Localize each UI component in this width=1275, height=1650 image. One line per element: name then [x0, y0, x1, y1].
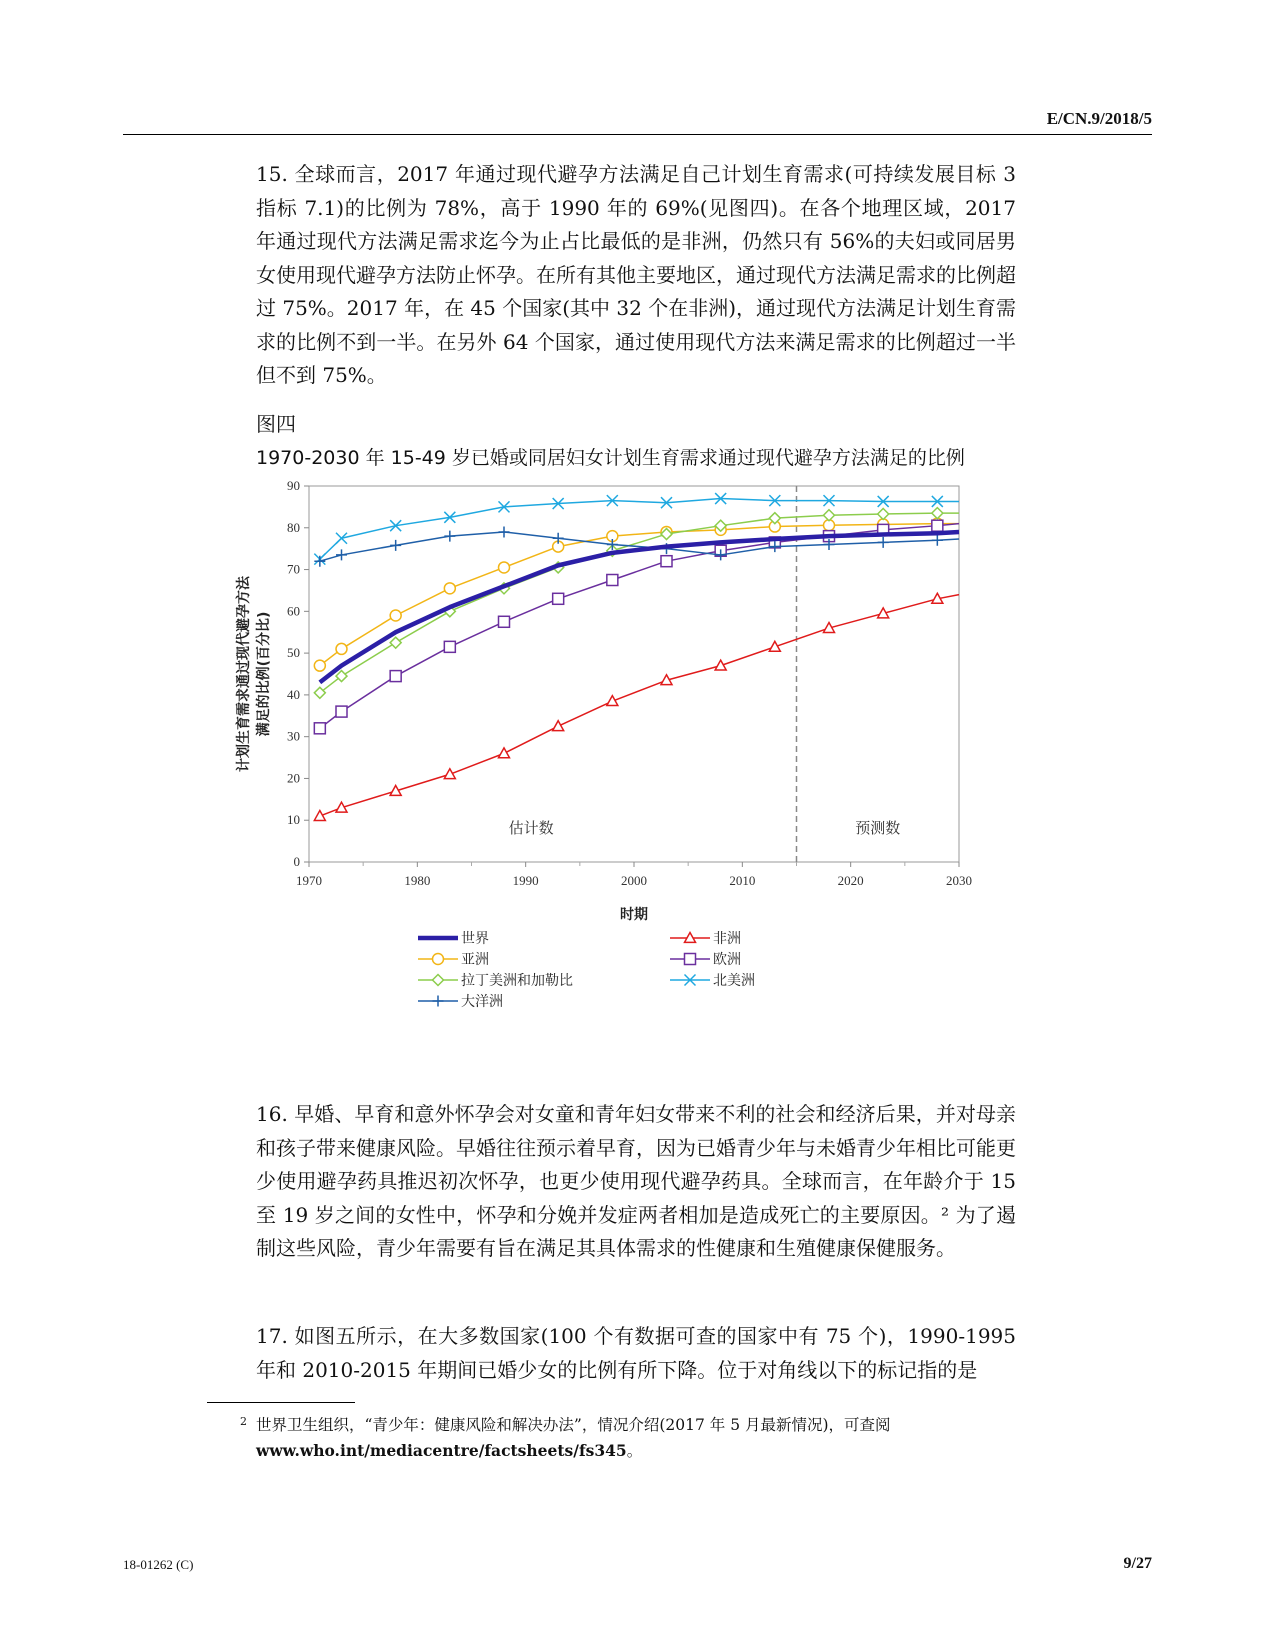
series-line [320, 524, 959, 729]
data-point [314, 723, 325, 734]
data-point [336, 643, 347, 654]
data-point [390, 540, 401, 551]
paragraph-17: 17. 如图五所示，在大多数国家(100 个有数据可查的国家中有 75 个)，1990-1995 年和 2010-2015 年期间已婚少女的比例有所下降。位于对角线以下的标记指的是 [256, 1324, 1016, 1382]
data-point [499, 562, 510, 573]
y-tick-label: 40 [287, 686, 300, 702]
data-point [314, 556, 325, 567]
data-point [314, 811, 325, 821]
data-point [878, 537, 889, 548]
data-point [390, 637, 401, 648]
y-tick-label: 0 [293, 854, 300, 869]
data-point [607, 575, 618, 586]
line-chart [230, 478, 990, 1085]
footnote-text: 世界卫生组织，“青少年：健康风险和解决办法”，情况介绍(2017 年 5 月最新情况)，可查阅 [256, 1416, 891, 1434]
data-point [553, 593, 564, 604]
data-point [390, 610, 401, 621]
document-code: E/CN.9/2018/5 [1046, 109, 1152, 128]
page-number: 9/27 [1123, 1555, 1152, 1572]
footnote-tail: 。 [626, 1442, 643, 1460]
figure-title: 1970-2030 年 15-49 岁已婚或同居妇女计划生育需求通过现代避孕方法满足的比例 [256, 447, 965, 469]
legend-label: 亚洲 [461, 952, 489, 968]
legend-marker [433, 954, 444, 965]
legend-marker [685, 954, 696, 965]
footnote-marker: 2 [240, 1415, 247, 1428]
series-世界-group [320, 532, 959, 682]
x-tick-label: 2020 [837, 873, 864, 888]
data-point [444, 769, 455, 779]
legend-item [418, 972, 573, 989]
y-axis-title-line1: 计划生育需求通过现代避孕方法 [236, 576, 252, 772]
region-label-estimates: 估计数 [508, 818, 554, 837]
series-line [320, 532, 959, 682]
data-point [444, 531, 455, 542]
data-point [932, 508, 943, 519]
data-point [444, 641, 455, 652]
figure-label: 图四 [256, 412, 296, 436]
plot-frame [309, 486, 959, 862]
y-tick-label: 20 [287, 770, 300, 786]
data-point [607, 696, 618, 706]
header-rule [123, 134, 1152, 135]
legend-marker [433, 975, 444, 986]
data-point [336, 549, 347, 560]
legend-marker [433, 996, 444, 1007]
data-point [444, 583, 455, 594]
y-tick-label: 60 [287, 603, 300, 619]
x-tick-label: 2030 [946, 873, 972, 888]
data-point [932, 520, 943, 531]
legend-label: 拉丁美洲和加勒比 [461, 973, 573, 989]
footnote [240, 1412, 1016, 1464]
data-point [390, 671, 401, 682]
legend-item [670, 973, 755, 989]
series-亚洲-group [314, 518, 959, 671]
data-point [499, 616, 510, 627]
series-line [320, 595, 959, 816]
data-point [824, 510, 835, 521]
y-tick-label: 80 [287, 519, 300, 535]
legend-item [418, 931, 489, 947]
y-tick-label: 30 [287, 728, 300, 744]
x-tick-label: 2010 [729, 873, 756, 888]
y-tick-label: 70 [287, 561, 300, 577]
legend-item [670, 931, 741, 947]
legend-label: 欧洲 [713, 952, 741, 968]
series-line [320, 524, 959, 666]
data-point [553, 721, 564, 731]
data-point [878, 508, 889, 519]
data-point [314, 660, 325, 671]
data-point [499, 526, 510, 537]
y-tick-label: 50 [287, 645, 300, 661]
data-point [661, 556, 672, 567]
data-point [932, 535, 943, 546]
legend-item [418, 952, 489, 968]
x-tick-label: 1980 [404, 873, 431, 888]
legend-label: 非洲 [713, 931, 741, 947]
region-label-projections: 预测数 [855, 818, 901, 837]
x-tick-label: 1970 [296, 873, 322, 888]
footer-doc-number: 18-01262 (C) [123, 1557, 194, 1572]
series-北美洲-group [314, 493, 959, 565]
legend-label: 北美洲 [713, 973, 755, 989]
y-tick-label: 10 [287, 812, 300, 828]
y-tick-label: 90 [287, 478, 300, 493]
x-axis-title: 时期 [620, 907, 648, 923]
paragraph-16: 16. 早婚、早育和意外怀孕会对女童和青年妇女带来不利的社会和经济后果，并对母亲和孩子带来健康风险。早婚往往预示着早育，因为已婚青少年与未婚青少年相比可能更少使用避孕药具推迟初次怀孕，也更少使用现代避孕药具。全球而言，在年龄介于 15 至 19 岁之间的女性中，怀孕和分娩并发症两者相加是造成死亡的主要原因。² 为了遏制这些风险，青少年需要有旨在满足其具体需求的性健康和生殖健康保健服务。 [256, 1102, 1016, 1260]
y-axis-title-line2: 满足的比例(百分比) [256, 611, 272, 737]
plot-group [235, 478, 972, 1010]
paragraph-15: 15. 全球而言，2017 年通过现代避孕方法满足自己计划生育需求(可持续发展目标 3 指标 7.1)的比例为 78%，高于 1990 年的 69%(见图四)。在各个地理区域，2017 年通过现代方法满足需求迄今为止占比最低的是非洲，仍然只有 56%的夫妇或同居男女使用现代避孕方法防止怀孕。在所有其他主要地区，通过现代方法满足需求的比例超过 75%。2017 年，在 45 个国家(其中 32 个在非洲)，通过现代方法满足计划生育需求的比例不到一半。在另外 64 个国家，通过使用现代方法来满足需求的比例超过一半但不到 75%。 [256, 162, 1016, 387]
legend-label: 世界 [461, 931, 489, 947]
data-point [336, 706, 347, 717]
legend-item [670, 952, 741, 968]
footnote-rule [207, 1402, 355, 1403]
legend-item [418, 993, 503, 1010]
x-tick-label: 2000 [621, 873, 647, 888]
x-tick-label: 1990 [512, 873, 539, 888]
legend-label: 大洋洲 [461, 994, 503, 1010]
data-point [336, 533, 347, 544]
footnote-url[interactable]: www.who.int/mediacentre/factsheets/fs345 [256, 1441, 627, 1460]
data-point [499, 748, 510, 758]
